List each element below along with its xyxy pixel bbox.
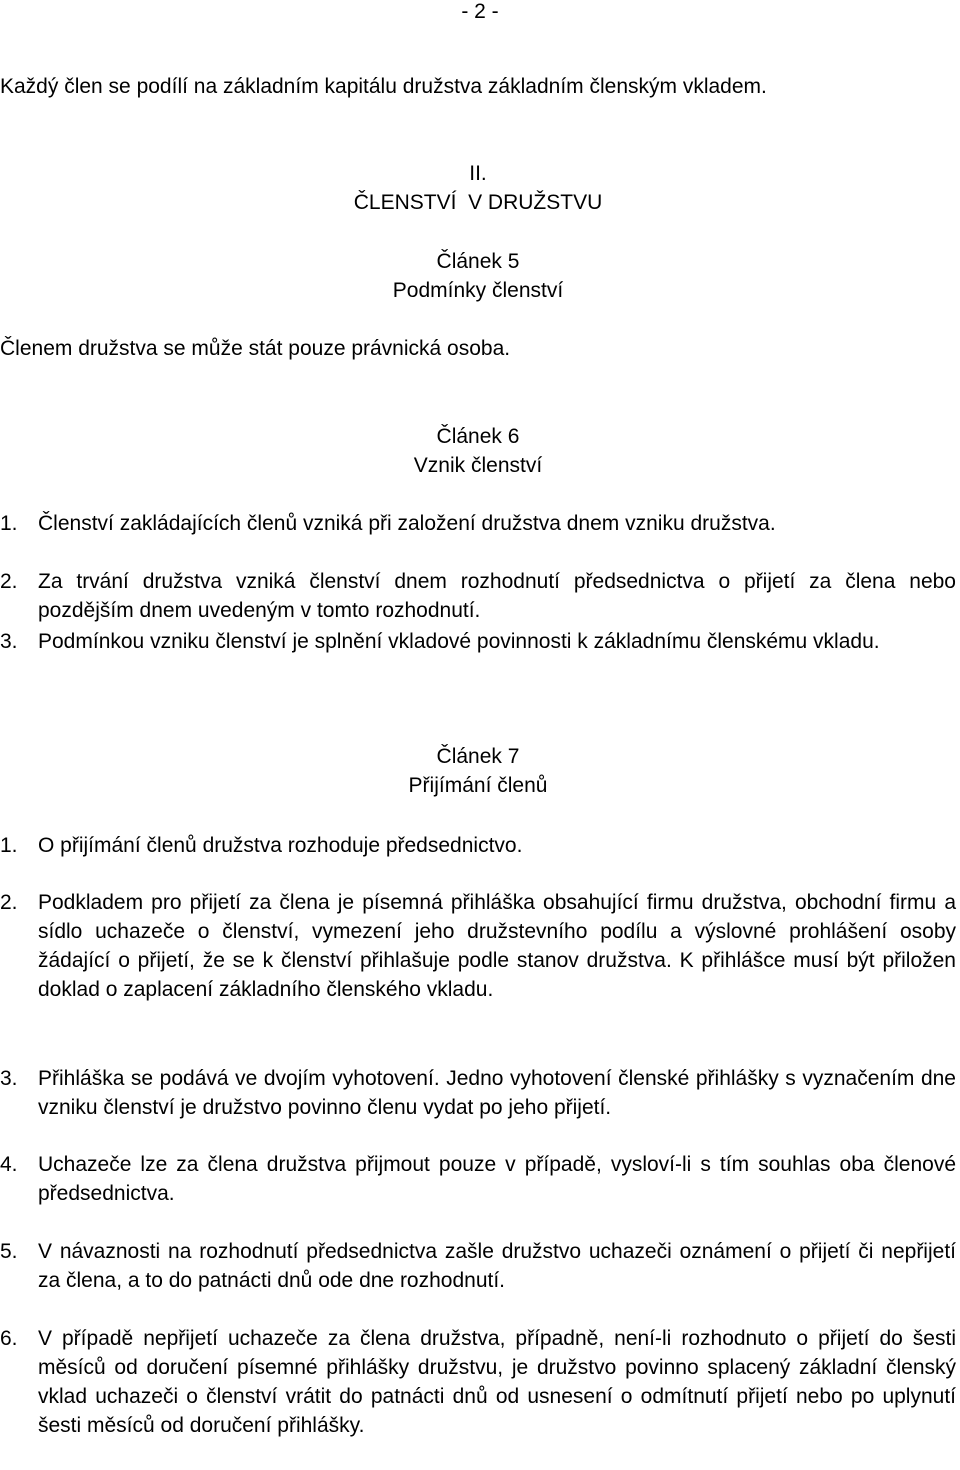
- article7-item-3: [0, 1064, 956, 1122]
- item-number: 4.: [0, 1153, 18, 1176]
- item-text: Za trvání družstva vzniká členství dnem rozhodnutí předsednictva o přijetí za člena nebo pozdějším dnem uvedeným v tomto rozhodnutí.: [38, 570, 956, 622]
- article7-subheading: Přijímání členů: [408, 774, 548, 797]
- item-number: 2.: [0, 891, 18, 914]
- article6-item-3: [0, 627, 956, 656]
- article6-item-2: [0, 567, 956, 625]
- part-title: ČLENSTVÍ V DRUŽSTVU: [353, 191, 603, 214]
- item-text: V případě nepřijetí uchazeče za člena družstva, případně, není-li rozhodnuto o přijetí do šesti měsíců od doručení písemné přihlášky družstvu, je družstvo povinno splacený základní členský vklad uchazeči o členství vrátit do patnácti dnů od usnesení o odmítnutí přijetí nebo po uplynutí šesti měsíců od doručení přihlášky.: [38, 1327, 956, 1437]
- item-text: O přijímání členů družstva rozhoduje předsednictvo.: [38, 834, 523, 857]
- item-text: Uchazeče lze za člena družstva přijmout pouze v případě, vysloví-li s tím souhlas oba členové předsednictva.: [38, 1153, 956, 1205]
- item-number: 5.: [0, 1240, 18, 1263]
- article7-item-4: [0, 1150, 956, 1208]
- article7-item-1: [0, 831, 956, 860]
- article6-subheading: Vznik členství: [413, 454, 543, 477]
- article6-item-1: [0, 509, 956, 538]
- article7-item-2: [0, 888, 956, 1004]
- item-text: Přihláška se podává ve dvojím vyhotovení. Jedno vyhotovení členské přihlášky s vyznačením dne vzniku členství je družstvo povinno členu vydat po jeho přijetí.: [38, 1067, 956, 1119]
- part-numeral: II.: [469, 162, 487, 185]
- item-number: 6.: [0, 1327, 18, 1350]
- page-number: - 2 -: [461, 0, 499, 23]
- item-number: 3.: [0, 1067, 18, 1090]
- item-text: V návaznosti na rozhodnutí předsednictva zašle družstvo uchazeči oznámení o přijetí či nepřijetí za člena, a to do patnácti dnů ode dne rozhodnutí.: [38, 1240, 956, 1292]
- item-text: Podmínkou vzniku členství je splnění vkladové povinnosti k základnímu členskému vkladu.: [38, 630, 880, 653]
- item-number: 1.: [0, 834, 18, 857]
- article6-heading: Článek 6: [436, 425, 520, 448]
- item-number: 3.: [0, 630, 18, 653]
- article7-item-5: [0, 1237, 956, 1295]
- article5-text: Členem družstva se může stát pouze právnická osoba.: [0, 337, 511, 360]
- item-text: Členství zakládajících členů vzniká při založení družstva dnem vzniku družstva.: [38, 512, 776, 535]
- item-number: 2.: [0, 570, 18, 593]
- article5-heading: Článek 5: [436, 250, 520, 273]
- article5-subheading: Podmínky členství: [392, 279, 564, 302]
- article7-heading: Článek 7: [436, 745, 520, 768]
- item-text: Podkladem pro přijetí za člena je písemná přihláška obsahující firmu družstva, obchodní firmu a sídlo uchazeče o členství, vymezení jeho družstevního podílu a výslovné prohlášení osoby žádající o přijetí, že se k členství přihlašuje podle stanov družstva. K přihlášce musí být přiložen doklad o zaplacení základního členského vkladu.: [38, 891, 956, 1001]
- intro-paragraph: Každý člen se podílí na základním kapitálu družstva základním členským vkladem.: [0, 75, 767, 98]
- article7-item-6: [0, 1324, 956, 1440]
- item-number: 1.: [0, 512, 18, 535]
